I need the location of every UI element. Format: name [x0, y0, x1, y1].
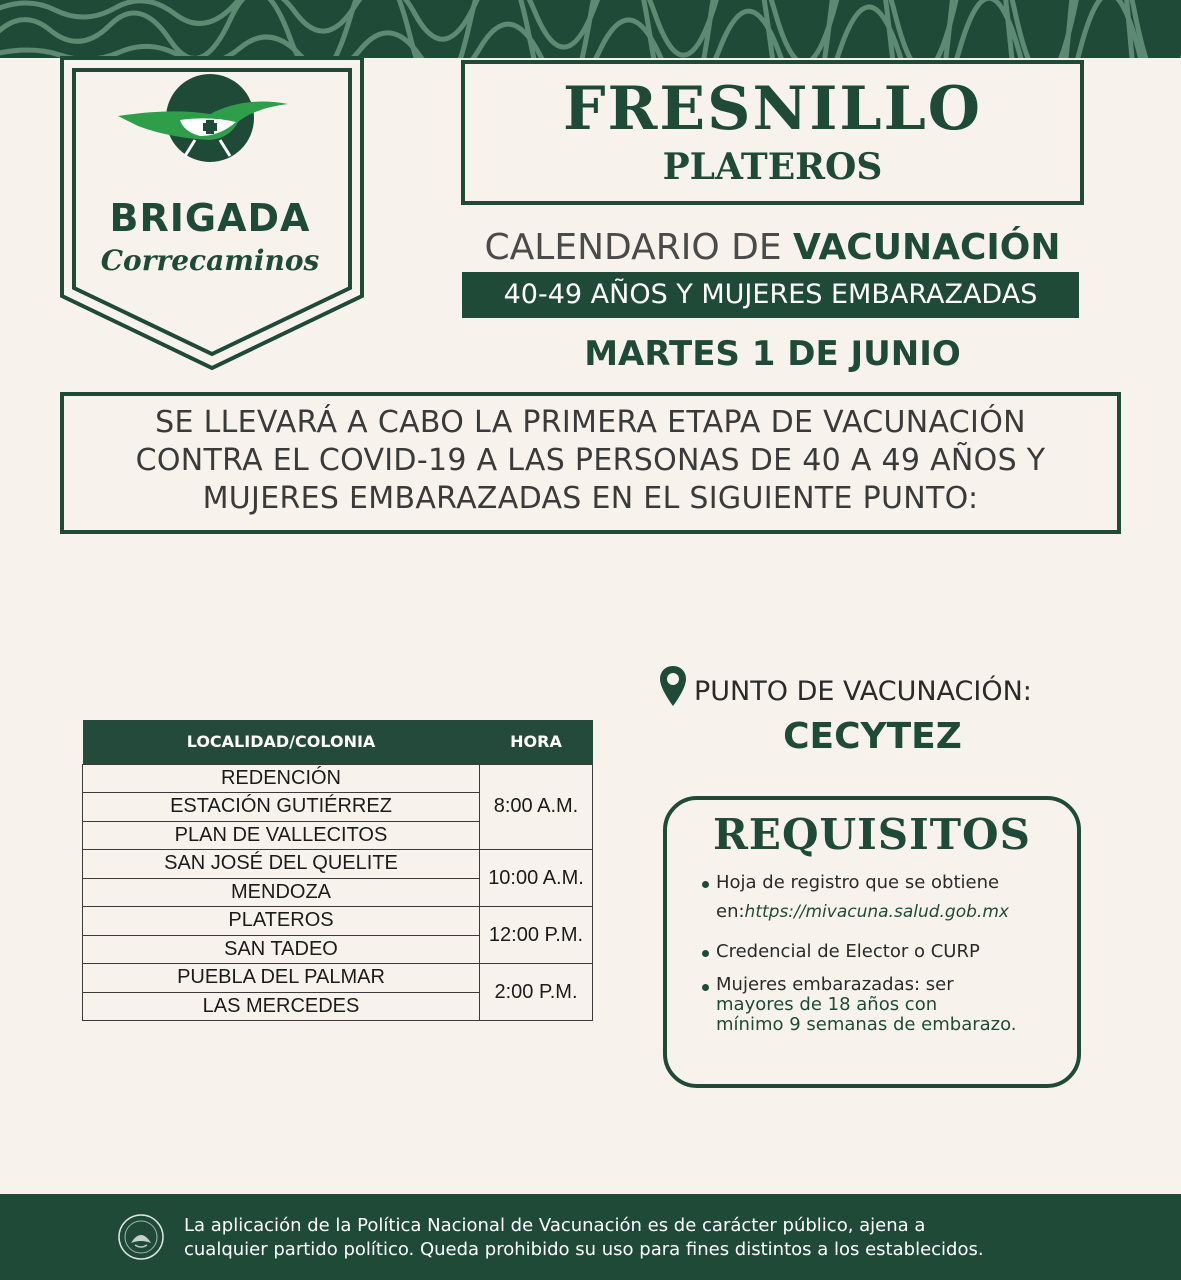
locality-cell: SAN TADEO: [83, 935, 480, 964]
list-item: [702, 975, 1072, 1035]
time-cell: 10:00 A.M.: [480, 850, 593, 907]
time-cell: 12:00 P.M.: [480, 907, 593, 964]
locality-cell: PLAN DE VALLECITOS: [83, 821, 480, 850]
locality-subtitle: PLATEROS: [662, 146, 883, 188]
schedule-header-row: [83, 720, 593, 764]
mexico-coat-of-arms-icon: [117, 1213, 165, 1261]
logo-subtitle-correcaminos: Correcaminos: [100, 244, 320, 277]
ornamental-pattern-icon: [0, 0, 1181, 58]
list-item: [702, 941, 1072, 963]
table-row: [83, 907, 593, 936]
notice-line: SE LLEVARÁ A CABO LA PRIMERA ETAPA DE VACUNACIÓN: [155, 405, 1026, 440]
locality-cell: PLATEROS: [83, 907, 480, 936]
requirements-list: [702, 872, 1072, 1035]
notice-text: [64, 404, 1117, 518]
top-pattern-band: [0, 0, 1181, 58]
locality-cell: MENDOZA: [83, 878, 480, 907]
time-cell: 2:00 P.M.: [480, 964, 593, 1021]
city-title: FRESNILLO: [562, 74, 983, 144]
vaccination-point-label: PUNTO DE VACUNACIÓN:: [694, 676, 1032, 707]
list-item: [702, 872, 1072, 923]
event-date: MARTES 1 DE JUNIO: [584, 334, 961, 374]
notice-line: MUJERES EMBARAZADAS EN EL SIGUIENTE PUNTO:: [202, 481, 979, 516]
locality-cell: SAN JOSÉ DEL QUELITE: [83, 850, 480, 879]
requirement-highlight: mínimo 9 semanas de embarazo.: [716, 1014, 1017, 1035]
schedule-table: [82, 720, 593, 1021]
notice-line: CONTRA EL COVID-19 A LAS PERSONAS DE 40 A 49 AÑOS Y: [135, 443, 1046, 478]
requirements-title: REQUISITOS: [713, 810, 1031, 859]
table-row: [83, 764, 593, 793]
requirement-text: Mujeres embarazadas: ser: [716, 974, 954, 995]
footer-disclaimer: [184, 1214, 1144, 1262]
vaccination-point-name: CECYTEZ: [783, 716, 962, 757]
calendar-heading-highlight: VACUNACIÓN: [793, 227, 1061, 268]
age-group-banner: 40-49 AÑOS Y MUJERES EMBARAZADAS: [462, 272, 1079, 318]
roadrunner-cross-icon: [118, 74, 288, 162]
location-pin-icon: [658, 664, 688, 708]
requirement-text: Credencial de Elector o CURP: [716, 941, 980, 962]
calendar-heading: [461, 227, 1084, 268]
locality-cell: LAS MERCEDES: [83, 992, 480, 1021]
time-cell: 8:00 A.M.: [480, 764, 593, 850]
requirement-prefix: en:: [716, 901, 745, 922]
locality-cell: PUEBLA DEL PALMAR: [83, 964, 480, 993]
requirement-highlight: mayores de 18 años con: [716, 994, 938, 1015]
table-row: [83, 964, 593, 993]
requirement-text: Hoja de registro que se obtiene: [716, 872, 1000, 893]
calendar-heading-prefix: CALENDARIO DE: [484, 227, 794, 268]
column-header-locality: LOCALIDAD/COLONIA: [83, 720, 480, 764]
logo-title-brigada: BRIGADA: [109, 196, 311, 240]
footer-line: cualquier partido político. Queda prohibido su uso para fines distintos a los establecidos.: [184, 1239, 984, 1260]
locality-cell: ESTACIÓN GUTIÉRREZ: [83, 793, 480, 822]
table-row: [83, 850, 593, 879]
column-header-time: HORA: [480, 720, 593, 764]
registration-link[interactable]: https://mivacuna.salud.gob.mx: [744, 902, 1009, 922]
footer-line: La aplicación de la Política Nacional de Vacunación es de carácter público, ajena a: [184, 1215, 926, 1236]
locality-cell: REDENCIÓN: [83, 764, 480, 793]
